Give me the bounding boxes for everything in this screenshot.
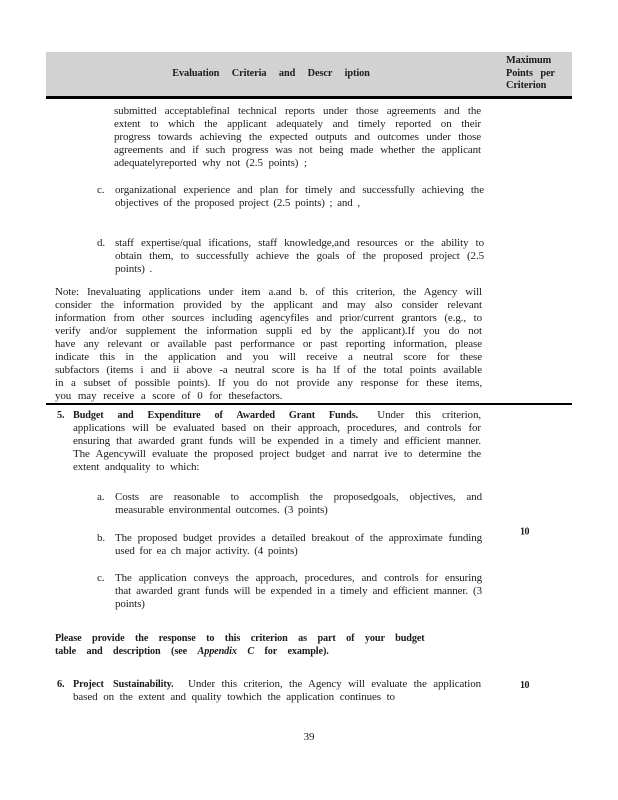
criterion-5-row [46,403,572,659]
list-item-text: staff expertise/qual ifications, staff knowledge,and resources or the ability to obtain them, to successfully achieve the goals of the proposed project (2.5 points) . [115,236,484,275]
list-item-a [97,491,482,517]
list-item-b [97,532,482,558]
max-points-value: 10 [520,679,529,691]
max-points-value: 10 [520,526,529,537]
evaluation-criteria-table [46,52,572,704]
criterion-5-points-cell [496,405,572,659]
list-item-marker: c. [97,183,105,196]
criterion-6-points-cell [496,659,572,704]
table-header-row [46,52,572,99]
points-column-header: Maximum Points per Criterion [506,55,555,91]
criterion-5-content [46,405,496,659]
criterion-4-content [46,99,496,403]
list-item-text: The application conveys the approach, procedures, and controls for ensuring that awarded grant funds will be expended in a timely and efficient manner. (3 points) [115,571,482,610]
list-item-marker: b. [97,531,106,544]
list-item-c [97,572,482,611]
criterion-4-row [46,99,572,403]
list-item-marker: c. [97,571,105,584]
list-item-marker: d. [97,236,106,249]
criterion-4-continuation-paragraph: submitted acceptablefinal technical reports under those agreements and the extent to which the applicant adequately and timely reported on their progress towards achieving the expected outputs and outcomes under those agreements and if such progress was not being made whether the applicant adequatelyreported why not (2.5 points) ; [114,104,481,169]
criterion-5-heading-block [57,409,481,474]
criterion-6-content [46,659,496,704]
instruction-text-start: Please provide the response to this criterion as part of your budget table and description (see [55,632,425,657]
list-item-c [97,184,484,210]
criterion-5-paragraph [73,409,481,474]
list-item-text: The proposed budget provides a detailed breakout of the approximate funding used for ea ch major activity. (4 points) [115,531,482,557]
list-item-text: Costs are reasonable to accomplish the proposedgoals, objectives, and measurable environmental outcomes. (3 points) [115,490,482,516]
criteria-column-header: Evaluation Criteria and Descr iption [172,68,370,80]
list-item-d [97,237,484,276]
evaluation-note-paragraph: Note: Inevaluating applications under item a.and b. of this criterion, the Agency will consider the information provided by the applicant and may also consider relevant information from other sources including agencyfiles and prior/current grantors (e.g., to verify and/or supplement the information suppli ed by the applicant).If you do not have any relevant or available past performance or past reporting information, please indicate this in the application and you will receive a neutral score for these subfactors (items i and ii above -a neutral score is ha lf of the total points available in a subset of possible points). If you do not provide any response for these items, you may receive a score of 0 for thesefactors. [55,285,482,402]
criterion-6-heading-block [57,678,481,704]
appendix-reference: Appendix C [197,646,255,657]
criterion-5-intro: Under this criterion, applications will be evaluated based on their approach, procedures, and controls for ensuring that awarded grant funds will be expended in a timely and efficient manner. The Agencywill evaluate the proposed project budget and narrat ive to determine the extent andquality to which: [73,408,482,473]
criterion-6-row [46,659,572,704]
criterion-number: 6. [57,678,65,690]
budget-response-instruction [55,632,452,659]
page-number: 39 [303,731,315,743]
criterion-4-points-cell [496,99,572,403]
criterion-6-title: Project Sustainability. [73,678,174,690]
criterion-number: 5. [57,409,65,421]
criterion-6-paragraph [73,678,481,704]
instruction-text-end: for example). [254,646,329,657]
criterion-5-title: Budget and Expenditure of Awarded Grant Funds. [73,409,359,421]
list-item-text: organizational experience and plan for timely and successfully achieving the objectives of the proposed project (2.5 points) ; and , [115,183,484,209]
criterion-6-text: Under this criterion, the Agency will evaluate the application based on the extent and quality towhich the application continues to [73,677,481,703]
criterion-5-subitems [46,491,496,611]
list-item-marker: a. [97,490,105,503]
